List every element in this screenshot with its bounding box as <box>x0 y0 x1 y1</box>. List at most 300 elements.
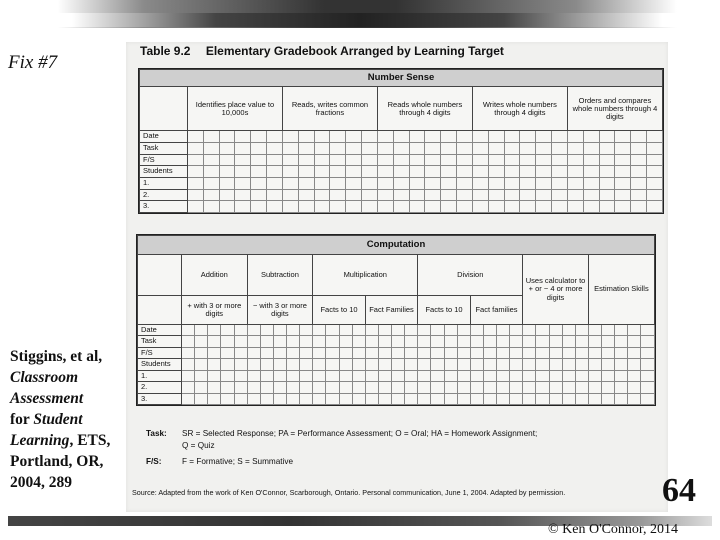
grid-cell <box>425 131 441 143</box>
grid-cell <box>602 359 615 370</box>
grid-cell <box>188 154 204 166</box>
grid-cell <box>549 347 562 358</box>
grid-cell <box>208 382 221 393</box>
grid-cell <box>549 393 562 404</box>
number-sense-row-label: Students <box>140 166 188 178</box>
grid-cell <box>536 201 552 213</box>
grid-cell <box>418 370 431 381</box>
grid-cell <box>378 336 391 347</box>
grid-cell <box>282 143 298 155</box>
grid-cell <box>267 166 283 178</box>
grid-cell <box>313 336 326 347</box>
grid-cell <box>588 370 601 381</box>
grid-cell <box>504 177 520 189</box>
grid-cell <box>567 189 583 201</box>
grid-cell <box>472 166 488 178</box>
grid-cell <box>602 347 615 358</box>
grid-cell <box>647 189 663 201</box>
number-sense-row-label: Date <box>140 131 188 143</box>
grid-cell <box>631 166 647 178</box>
grid-cell <box>188 177 204 189</box>
grid-cell <box>497 347 510 358</box>
grid-cell <box>219 201 235 213</box>
grid-cell <box>631 154 647 166</box>
computation-row <box>138 347 655 358</box>
computation-row-label: 2. <box>138 382 182 393</box>
grid-cell <box>483 382 496 393</box>
grid-cell <box>483 336 496 347</box>
grid-cell <box>362 201 378 213</box>
grid-cell <box>599 177 615 189</box>
grid-cell <box>298 189 314 201</box>
number-sense-row <box>140 201 663 213</box>
grid-cell <box>352 347 365 358</box>
grid-cell <box>326 359 339 370</box>
grid-cell <box>444 336 457 347</box>
grid-cell <box>378 370 391 381</box>
grid-cell <box>510 336 523 347</box>
computation-row <box>138 359 655 370</box>
grid-cell <box>273 393 286 404</box>
grid-cell <box>504 189 520 201</box>
grid-cell <box>552 189 568 201</box>
grid-cell <box>567 166 583 178</box>
grid-cell <box>520 166 536 178</box>
grid-cell <box>552 201 568 213</box>
grid-cell <box>457 201 473 213</box>
grid-cell <box>188 201 204 213</box>
grid-cell <box>472 189 488 201</box>
grid-cell <box>520 177 536 189</box>
grid-cell <box>409 189 425 201</box>
grid-cell <box>365 336 378 347</box>
number-sense-row-label: Task <box>140 143 188 155</box>
grid-cell <box>203 166 219 178</box>
grid-cell <box>330 154 346 166</box>
grid-cell <box>234 347 247 358</box>
grid-cell <box>536 347 549 358</box>
grid-cell <box>203 201 219 213</box>
grid-cell <box>300 382 313 393</box>
grid-cell <box>339 370 352 381</box>
grid-cell <box>615 143 631 155</box>
grid-cell <box>405 382 418 393</box>
grid-cell <box>562 370 575 381</box>
number-sense-row-label: F/S <box>140 154 188 166</box>
grid-cell <box>457 336 470 347</box>
grid-cell <box>599 131 615 143</box>
grid-cell <box>365 359 378 370</box>
grid-cell <box>641 325 655 336</box>
computation-row-label: 3. <box>138 393 182 404</box>
grid-cell <box>431 325 444 336</box>
grid-cell <box>536 325 549 336</box>
grid-cell <box>326 382 339 393</box>
grid-cell <box>393 177 409 189</box>
grid-cell <box>326 336 339 347</box>
legend-task-row <box>146 428 537 440</box>
grid-cell <box>235 143 251 155</box>
grid-cell <box>562 336 575 347</box>
grid-cell <box>583 189 599 201</box>
grid-cell <box>260 370 273 381</box>
grid-cell <box>260 336 273 347</box>
citation-line-5-suffix: , ETS, <box>69 432 111 449</box>
grid-cell <box>313 347 326 358</box>
grid-cell <box>418 336 431 347</box>
grid-cell <box>510 325 523 336</box>
grid-cell <box>273 325 286 336</box>
scanned-table-page <box>126 42 668 512</box>
grid-cell <box>425 189 441 201</box>
grid-cell <box>457 131 473 143</box>
grid-cell <box>470 382 483 393</box>
grid-cell <box>300 347 313 358</box>
grid-cell <box>599 189 615 201</box>
grid-cell <box>599 201 615 213</box>
grid-cell <box>536 370 549 381</box>
grid-cell <box>405 347 418 358</box>
legend-task-text-1: SR = Selected Response; PA = Performance Assessment; O = Oral; HA = Homework Assignment; <box>182 429 538 438</box>
grid-cell <box>504 154 520 166</box>
citation <box>10 346 130 493</box>
grid-cell <box>221 370 234 381</box>
grid-cell <box>641 336 655 347</box>
grid-cell <box>208 347 221 358</box>
grid-cell <box>352 382 365 393</box>
grid-cell <box>208 336 221 347</box>
grid-cell <box>425 177 441 189</box>
grid-cell <box>392 393 405 404</box>
grid-cell <box>298 131 314 143</box>
number-sense-targets-row <box>140 87 663 131</box>
grid-cell <box>628 359 641 370</box>
grid-cell <box>251 177 267 189</box>
grid-cell <box>444 370 457 381</box>
grid-cell <box>313 370 326 381</box>
grid-cell <box>392 382 405 393</box>
grid-cell <box>346 177 362 189</box>
grid-cell <box>392 359 405 370</box>
grid-cell <box>208 359 221 370</box>
grid-cell <box>520 201 536 213</box>
grid-cell <box>536 131 552 143</box>
grid-cell <box>549 325 562 336</box>
grid-cell <box>562 347 575 358</box>
computation-header: Computation <box>138 236 655 255</box>
grid-cell <box>552 131 568 143</box>
grid-cell <box>497 393 510 404</box>
grid-cell <box>641 393 655 404</box>
grid-cell <box>287 370 300 381</box>
grid-cell <box>314 131 330 143</box>
grid-cell <box>203 143 219 155</box>
grid-cell <box>523 393 536 404</box>
grid-cell <box>457 189 473 201</box>
grid-cell <box>326 393 339 404</box>
number-sense-row-label: 1. <box>140 177 188 189</box>
computation-category: Subtraction <box>247 255 313 296</box>
grid-cell <box>409 177 425 189</box>
grid-cell <box>182 325 195 336</box>
grid-cell <box>457 166 473 178</box>
grid-cell <box>602 336 615 347</box>
grid-cell <box>444 325 457 336</box>
grid-cell <box>457 382 470 393</box>
grid-cell <box>431 393 444 404</box>
grid-cell <box>300 370 313 381</box>
grid-cell <box>339 393 352 404</box>
grid-cell <box>378 382 391 393</box>
table-title: Elementary Gradebook Arranged by Learning Target <box>205 44 504 58</box>
grid-cell <box>472 154 488 166</box>
computation-row <box>138 393 655 404</box>
grid-cell <box>444 347 457 358</box>
grid-cell <box>628 370 641 381</box>
grid-cell <box>234 393 247 404</box>
grid-cell <box>583 143 599 155</box>
grid-cell <box>470 347 483 358</box>
grid-cell <box>431 370 444 381</box>
grid-cell <box>567 143 583 155</box>
grid-cell <box>472 201 488 213</box>
computation-category: Uses calculator to + or − 4 or more digits <box>523 255 589 325</box>
citation-line-1: Stiggins, et al, <box>10 348 103 365</box>
grid-cell <box>313 382 326 393</box>
number-sense-target: Reads whole numbers through 4 digits <box>377 87 472 131</box>
number-sense-row <box>140 143 663 155</box>
grid-cell <box>588 325 601 336</box>
grid-cell <box>615 201 631 213</box>
grid-cell <box>488 131 504 143</box>
grid-cell <box>497 370 510 381</box>
grid-cell <box>195 325 208 336</box>
grid-cell <box>599 143 615 155</box>
grid-cell <box>641 347 655 358</box>
grid-cell <box>219 177 235 189</box>
grid-cell <box>182 336 195 347</box>
grid-cell <box>441 177 457 189</box>
grid-cell <box>260 347 273 358</box>
grid-cell <box>393 201 409 213</box>
grid-cell <box>352 370 365 381</box>
grid-cell <box>405 370 418 381</box>
grid-cell <box>552 154 568 166</box>
grid-cell <box>615 177 631 189</box>
grid-cell <box>510 370 523 381</box>
grid-cell <box>441 131 457 143</box>
grid-cell <box>567 201 583 213</box>
grid-cell <box>182 347 195 358</box>
copyright-notice: © Ken O'Connor, 2014 <box>548 522 679 537</box>
number-sense-target: Orders and compares whole numbers through 4 digits <box>567 87 662 131</box>
grid-cell <box>260 325 273 336</box>
grid-cell <box>234 359 247 370</box>
grid-cell <box>615 131 631 143</box>
grid-cell <box>457 177 473 189</box>
computation-corner-cell <box>138 255 182 296</box>
grid-cell <box>330 143 346 155</box>
grid-cell <box>362 131 378 143</box>
legend-task-row-2 <box>182 440 215 452</box>
grid-cell <box>523 325 536 336</box>
grid-cell <box>267 131 283 143</box>
grid-cell <box>393 154 409 166</box>
grid-cell <box>418 359 431 370</box>
grid-cell <box>631 131 647 143</box>
grid-cell <box>588 359 601 370</box>
computation-subtarget: Fact Families <box>365 296 418 325</box>
grid-cell <box>377 201 393 213</box>
grid-cell <box>300 336 313 347</box>
grid-cell <box>441 154 457 166</box>
grid-cell <box>510 393 523 404</box>
grid-cell <box>470 393 483 404</box>
grid-cell <box>314 143 330 155</box>
grid-cell <box>182 382 195 393</box>
grid-cell <box>615 359 628 370</box>
grid-cell <box>362 143 378 155</box>
grid-cell <box>339 325 352 336</box>
grid-cell <box>523 382 536 393</box>
grid-cell <box>298 154 314 166</box>
grid-cell <box>602 325 615 336</box>
grid-cell <box>393 166 409 178</box>
grid-cell <box>504 131 520 143</box>
grid-cell <box>251 131 267 143</box>
grid-cell <box>483 325 496 336</box>
grid-cell <box>583 177 599 189</box>
grid-cell <box>457 359 470 370</box>
grid-cell <box>314 177 330 189</box>
grid-cell <box>536 189 552 201</box>
grid-cell <box>235 154 251 166</box>
grid-cell <box>287 382 300 393</box>
grid-cell <box>352 393 365 404</box>
computation-row <box>138 336 655 347</box>
grid-cell <box>497 325 510 336</box>
legend-fs-text: F = Formative; S = Summative <box>182 457 294 466</box>
grid-cell <box>409 166 425 178</box>
grid-cell <box>346 201 362 213</box>
computation-category: Estimation Skills <box>588 255 654 325</box>
grid-cell <box>647 166 663 178</box>
grid-cell <box>182 370 195 381</box>
grid-cell <box>583 166 599 178</box>
grid-cell <box>567 177 583 189</box>
grid-cell <box>441 166 457 178</box>
grid-cell <box>575 382 588 393</box>
grid-cell <box>188 189 204 201</box>
grid-cell <box>418 393 431 404</box>
grid-cell <box>488 201 504 213</box>
grid-cell <box>583 154 599 166</box>
grid-cell <box>203 154 219 166</box>
grid-cell <box>313 393 326 404</box>
grid-cell <box>221 325 234 336</box>
grid-cell <box>520 143 536 155</box>
grid-cell <box>536 382 549 393</box>
grid-cell <box>510 347 523 358</box>
grid-cell <box>247 370 260 381</box>
slide-number: 64 <box>662 472 696 509</box>
grid-cell <box>647 143 663 155</box>
grid-cell <box>520 154 536 166</box>
top-decorative-bar-inner <box>0 13 720 27</box>
computation-sub-corner-cell <box>138 296 182 325</box>
grid-cell <box>431 347 444 358</box>
grid-cell <box>575 359 588 370</box>
grid-cell <box>628 393 641 404</box>
citation-line-7: 2004, 289 <box>10 474 72 491</box>
grid-cell <box>313 325 326 336</box>
grid-cell <box>457 370 470 381</box>
number-sense-row <box>140 131 663 143</box>
grid-cell <box>314 201 330 213</box>
grid-cell <box>235 166 251 178</box>
grid-cell <box>631 201 647 213</box>
grid-cell <box>441 201 457 213</box>
grid-cell <box>615 325 628 336</box>
grid-cell <box>287 325 300 336</box>
grid-cell <box>267 143 283 155</box>
grid-cell <box>221 359 234 370</box>
grid-cell <box>628 325 641 336</box>
grid-cell <box>300 393 313 404</box>
computation-row-label: Date <box>138 325 182 336</box>
computation-row-label: Task <box>138 336 182 347</box>
grid-cell <box>330 201 346 213</box>
grid-cell <box>409 201 425 213</box>
grid-cell <box>405 325 418 336</box>
grid-cell <box>251 201 267 213</box>
citation-line-2: Classroom <box>10 369 79 386</box>
grid-cell <box>488 143 504 155</box>
grid-cell <box>536 336 549 347</box>
grid-cell <box>298 166 314 178</box>
grid-cell <box>562 359 575 370</box>
grid-cell <box>588 382 601 393</box>
grid-cell <box>549 382 562 393</box>
grid-cell <box>326 325 339 336</box>
grid-cell <box>425 154 441 166</box>
grid-cell <box>346 143 362 155</box>
grid-cell <box>287 336 300 347</box>
grid-cell <box>339 347 352 358</box>
grid-cell <box>504 166 520 178</box>
grid-cell <box>615 393 628 404</box>
grid-cell <box>470 370 483 381</box>
grid-cell <box>339 336 352 347</box>
grid-cell <box>188 166 204 178</box>
grid-cell <box>602 370 615 381</box>
grid-cell <box>536 154 552 166</box>
number-sense-row <box>140 177 663 189</box>
grid-cell <box>352 325 365 336</box>
legend-fs-label: F/S: <box>146 457 162 466</box>
grid-cell <box>472 143 488 155</box>
grid-cell <box>247 359 260 370</box>
grid-cell <box>282 189 298 201</box>
grid-cell <box>497 359 510 370</box>
grid-cell <box>377 154 393 166</box>
grid-cell <box>393 131 409 143</box>
grid-cell <box>631 177 647 189</box>
grid-cell <box>273 370 286 381</box>
grid-cell <box>188 131 204 143</box>
grid-cell <box>470 359 483 370</box>
computation-row <box>138 370 655 381</box>
